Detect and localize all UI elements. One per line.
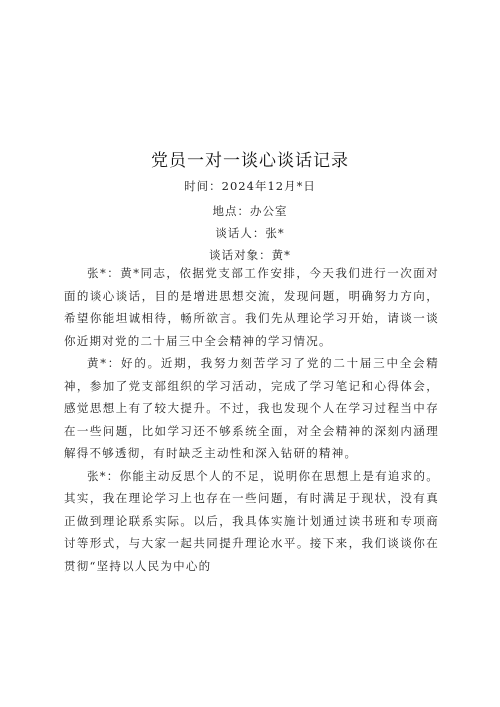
meeting-time: 时间：2024年12月*日	[184, 179, 316, 193]
document-title: 党员一对一谈心谈话记录	[151, 151, 349, 171]
interviewee: 谈话对象：黄*	[209, 248, 291, 262]
paragraph-3: 张*：你能主动反思个人的不足，说明你在思想上是有追求的。其实，我在理论学习上也存在一些问题，有时满足于现状，没有真正做到理论联系实际。以后，我具体实施计划通过读书班和专项商讨等形式，与大家一起共同提升理论水平。接下来，我们谈谈你在贯彻“坚持以人民为中心的	[64, 468, 439, 573]
conversation-body	[64, 262, 439, 577]
interviewer: 谈话人：张*	[215, 226, 285, 240]
paragraph-1: 张*：黄*同志，依据党支部工作安排，今天我们进行一次面对面的谈心谈话，目的是增进思想交流，发现问题，明确努力方向，希望你能坦诚相待，畅所欲言。我们先从理论学习开始，请谈一谈你近期对党的二十届三中全会精神的学习情况。	[64, 266, 439, 348]
meeting-place: 地点：办公室	[212, 204, 288, 218]
paragraph-2: 黄*：好的。近期，我努力刻苦学习了党的二十届三中全会精神，参加了党支部组织的学习活动，完成了学习笔记和心得体会，感觉思想上有了较大提升。不过，我也发现个人在学习过程当中存在一些问题，比如学习还不够系统全面，对全会精神的深刻内涵理解得不够透彻，有时缺乏主动性和深入钻研的精神。	[64, 356, 439, 460]
